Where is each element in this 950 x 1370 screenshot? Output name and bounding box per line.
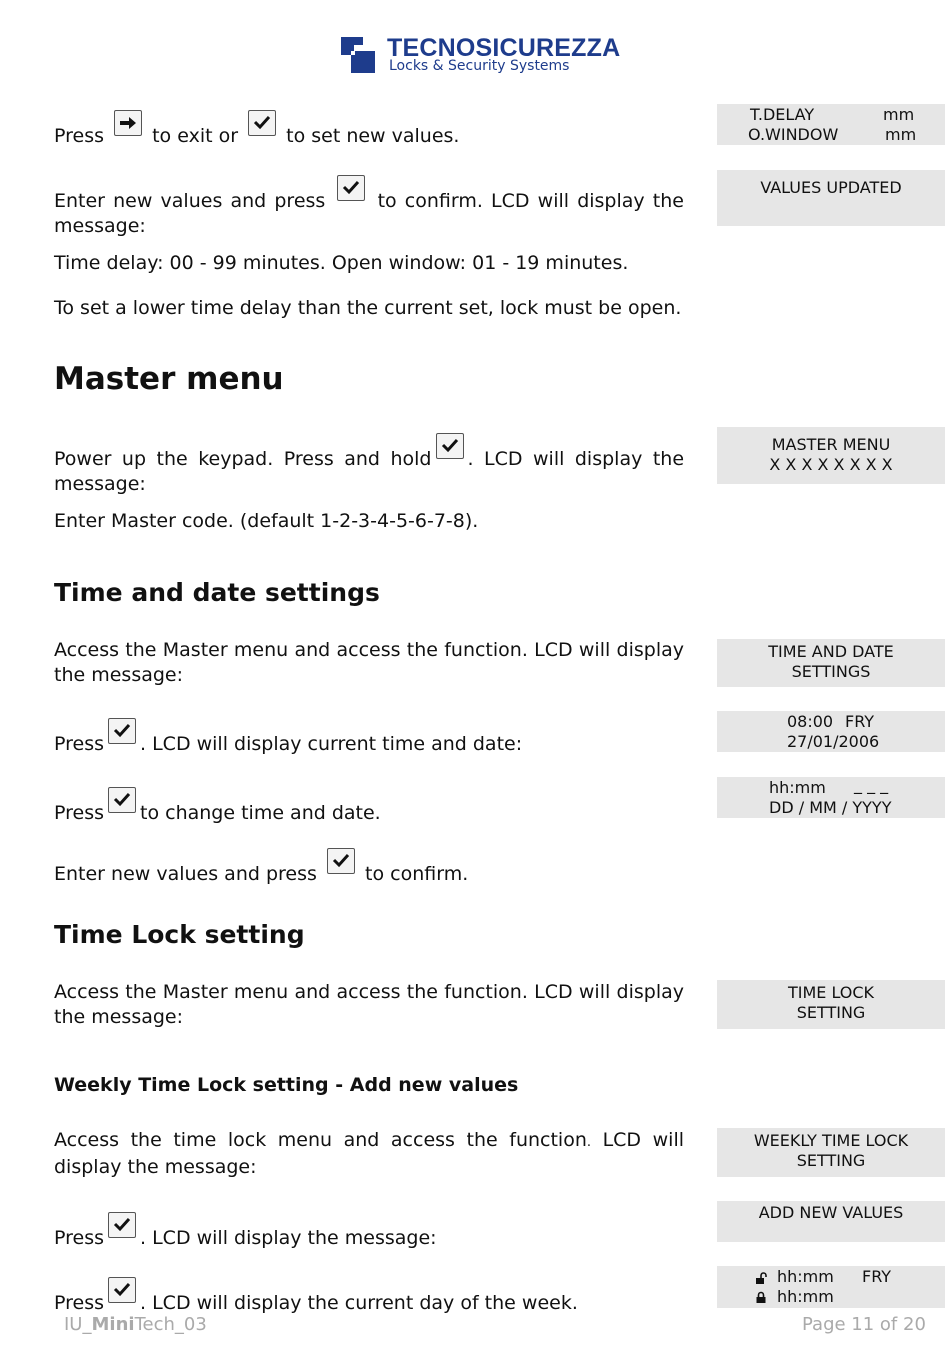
paragraph-enter-values: Enter new values and press to confirm. LCD will display the message: [54,175,684,239]
lcd-master-menu: MASTER MENU X X X X X X X X [717,427,945,484]
tecnosicurezza-logo-icon [341,37,379,73]
lcd-tdelay-owindow: T.DELAY mm O.WINDOW mm [717,104,945,145]
paragraph-press-message: Press . LCD will display the message: [54,1212,684,1251]
paragraph-power-up: Power up the keypad. Press and hold . LCD will display the message: [54,433,684,497]
checkmark-key-icon [108,787,136,813]
paragraph-time-date-access: Access the Master menu and access the function. LCD will display the message: [54,639,684,686]
paragraph-time-delay-range: Time delay: 00 - 99 minutes. Open window: 01 - 19 minutes. [54,252,629,274]
paragraph-enter-master: Enter Master code. (default 1-2-3-4-5-6-7-8). [54,510,479,532]
heading-weekly-add: Weekly Time Lock setting - Add new values [54,1074,519,1096]
heading-master-menu: Master menu [54,361,284,397]
footer-doc-id: IU_MiniTech_03 [64,1314,207,1335]
checkmark-key-icon [108,718,136,744]
heading-time-lock: Time Lock setting [54,920,305,949]
paragraph-enter-confirm: Enter new values and press to confirm. [54,848,684,887]
paragraph-press-change: Press to change time and date. [54,787,684,826]
lcd-add-new-values: ADD NEW VALUES [717,1201,945,1242]
checkmark-key-icon [337,175,365,201]
lcd-weekly-time-lock: WEEKLY TIME LOCK SETTING [717,1128,945,1177]
checkmark-key-icon [108,1277,136,1303]
lcd-time-lock-setting: TIME LOCK SETTING [717,980,945,1029]
unlocked-padlock-icon [755,1272,767,1285]
lcd-edit-time: hh:mm _ _ _ DD / MM / YYYY [717,777,945,818]
paragraph-weekly-access: Access the time lock menu and access the function. LCD will display the message: [54,1129,685,1178]
paragraph-press-exit: Press to exit or to set new values. [54,110,684,149]
paragraph-lower-delay: To set a lower time delay than the current set, lock must be open. [54,297,682,319]
lcd-day-of-week: hh:mm FRY hh:mm [717,1266,945,1308]
checkmark-key-icon [327,848,355,874]
brand-logo [341,34,651,76]
lcd-values-updated: VALUES UPDATED [717,170,945,226]
footer-page-number: Page 11 of 20 [802,1314,926,1335]
paragraph-press-day: Press . LCD will display the current day of the week. [54,1277,684,1316]
lcd-time-date-settings: TIME AND DATE SETTINGS [717,639,945,687]
checkmark-key-icon [436,433,464,459]
paragraph-press-current: Press . LCD will display current time and date: [54,718,684,757]
arrow-right-key-icon [114,110,142,136]
lcd-current-time: 08:00 FRY 27/01/2006 [717,711,945,752]
checkmark-key-icon [108,1212,136,1238]
heading-time-date: Time and date settings [54,578,380,607]
paragraph-time-lock-access: Access the Master menu and access the function. LCD will display the message: [54,981,684,1028]
checkmark-key-icon [248,110,276,136]
brand-tagline: Locks & Security Systems [389,58,570,74]
locked-padlock-icon [755,1291,767,1304]
brand-name: TECNOSICUREZZA [387,34,621,62]
